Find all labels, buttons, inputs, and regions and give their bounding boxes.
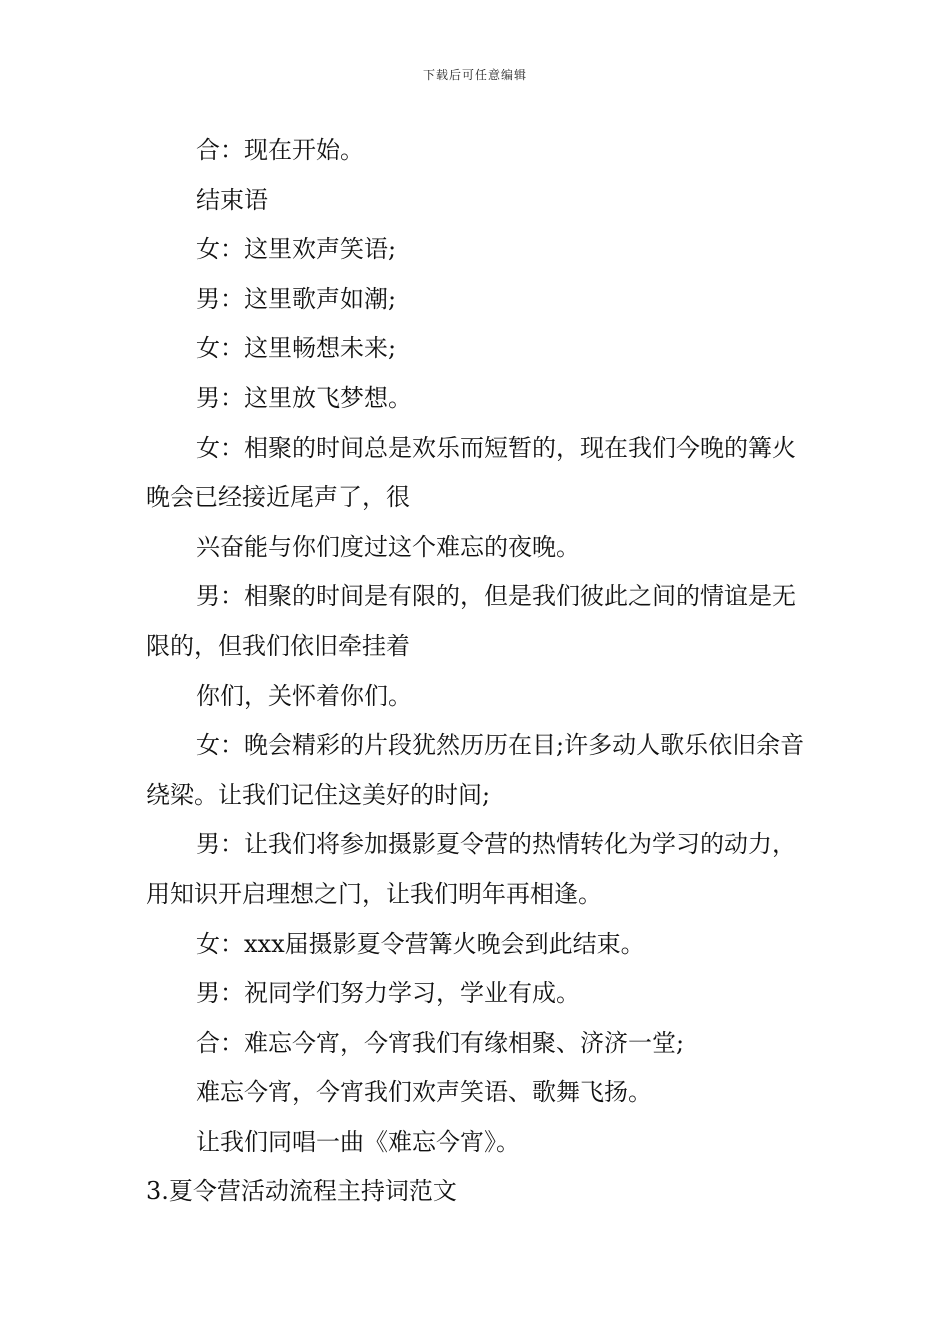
paragraph: 男：让我们将参加摄影夏令营的热情转化为学习的动力，用知识开启理想之门，让我们明年再相逢。	[146, 830, 796, 908]
document-body	[146, 126, 810, 1217]
paragraph: 你们，关怀着你们。	[196, 681, 412, 710]
paragraph: 女：晚会精彩的片段犹然历历在目;许多动人歌乐依旧余音绕梁。让我们记住这美好的时间;	[146, 731, 805, 809]
paragraph: 合：现在开始。	[196, 136, 364, 164]
section-title: 结束语	[196, 185, 268, 214]
paragraph: 男：相聚的时间是有限的，但是我们彼此之间的情谊是无限的，但我们依旧牵挂着	[146, 582, 796, 660]
page-header: 下载后可任意编辑	[422, 68, 527, 82]
paragraph: 女：相聚的时间总是欢乐而短暂的，现在我们今晚的篝火晚会已经接近尾声了，很	[146, 433, 796, 512]
section-heading: 3.夏令营活动流程主持词范文	[146, 1177, 457, 1206]
paragraph: 让我们同唱一曲《难忘今宵》。	[196, 1127, 520, 1156]
paragraph: 兴奋能与你们度过这个难忘的夜晚。	[196, 532, 580, 561]
paragraph: 男：祝同学们努力学习，学业有成。	[196, 979, 580, 1008]
paragraph: 女：xxx届摄影夏令营篝火晚会到此结束。	[196, 929, 645, 958]
paragraph: 女：这里畅想未来;	[196, 334, 397, 363]
paragraph: 合：难忘今宵，今宵我们有缘相聚、济济一堂;	[196, 1028, 685, 1057]
paragraph: 难忘今宵，今宵我们欢声笑语、歌舞飞扬。	[196, 1078, 652, 1107]
paragraph: 男：这里歌声如潮;	[196, 284, 397, 313]
paragraph: 男：这里放飞梦想。	[196, 383, 412, 412]
paragraph: 女：这里欢声笑语;	[196, 235, 397, 264]
